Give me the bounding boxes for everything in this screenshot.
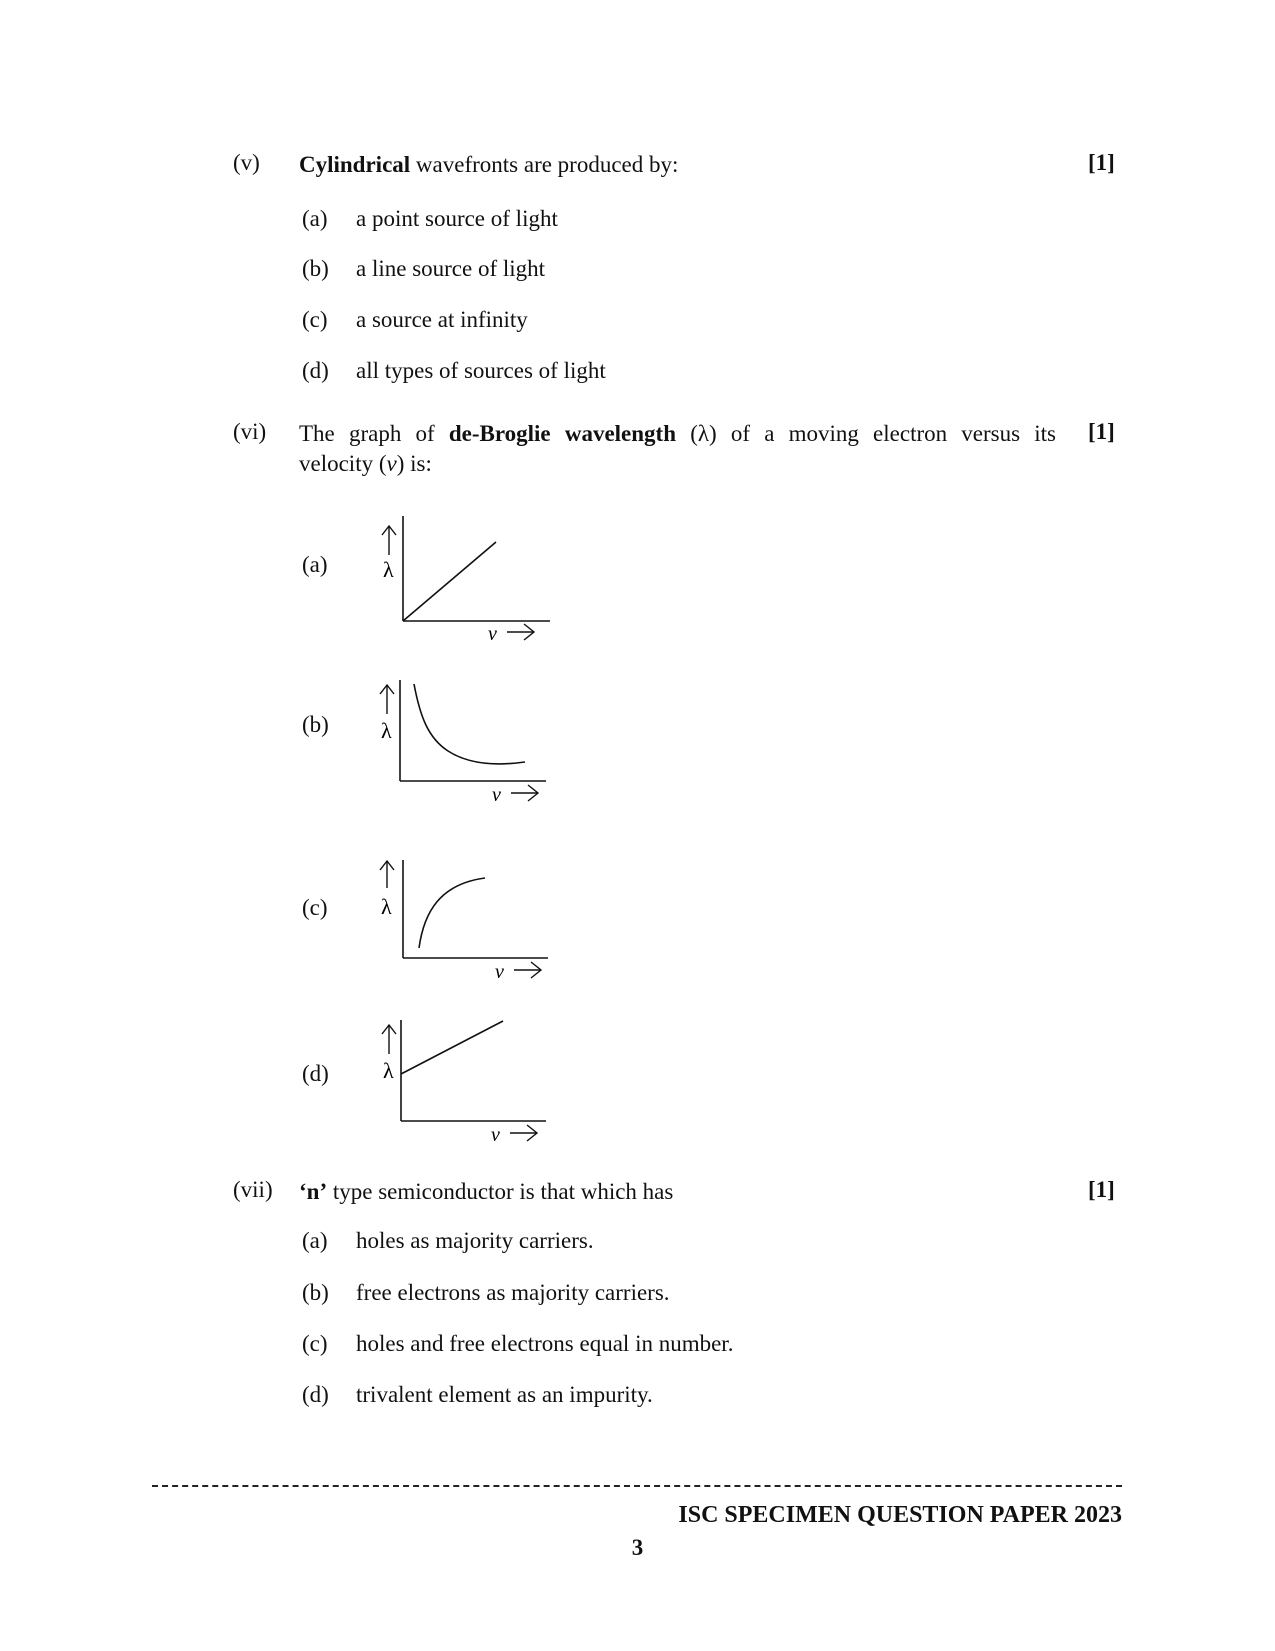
graph-option-a (370, 510, 555, 650)
x-axis-label: v (492, 784, 501, 806)
question-text-pre: The graph of (299, 421, 449, 446)
question-text-bold: de-Broglie wavelength (448, 421, 676, 446)
question-text-rest: wavefronts are produced by: (410, 152, 679, 177)
option-text: a point source of light (356, 206, 558, 231)
option-letter: (a) (302, 206, 328, 231)
option-letter: (a) (302, 1228, 328, 1253)
option-text: trivalent element as an impurity. (356, 1382, 653, 1407)
option-text: free electrons as majority carriers. (356, 1280, 670, 1305)
graph-option-c (370, 852, 555, 992)
option-letter: (b) (302, 256, 329, 281)
question-text-bold: Cylindrical (299, 152, 411, 177)
question-number: (v) (233, 150, 260, 175)
question-text-pre: velocity ( (299, 451, 387, 476)
question-text-post: (λ) of a moving electron versus its (676, 421, 1056, 446)
option-letter: (c) (302, 307, 328, 332)
marks-label: [1] (1088, 150, 1115, 175)
marks-label: [1] (1088, 419, 1115, 444)
option-text: a line source of light (356, 256, 546, 281)
question-text-rest: type semiconductor is that which has (327, 1179, 674, 1204)
x-axis-label: v (491, 1124, 500, 1146)
question-text-bold: ‘n’ (299, 1179, 328, 1204)
graph-curve (414, 684, 525, 764)
page-number: 3 (631, 1535, 644, 1560)
question-text-italic: v (386, 451, 397, 476)
y-axis-label: λ (381, 718, 392, 743)
question-text-line2 (299, 449, 432, 478)
option-letter: (c) (302, 895, 328, 920)
option-text: a source at infinity (356, 307, 528, 332)
question-text-post: ) is: (396, 451, 432, 476)
question-text (299, 150, 678, 179)
graph-option-d (370, 1016, 555, 1156)
option-text: holes and free electrons equal in number. (356, 1331, 734, 1356)
question-text-line1 (299, 419, 1056, 448)
graph-curve (401, 1021, 503, 1074)
option-text: all types of sources of light (356, 358, 606, 383)
y-axis-label: λ (383, 557, 394, 582)
question-text (299, 1177, 673, 1206)
option-letter: (d) (302, 358, 329, 383)
option-letter: (d) (302, 1382, 329, 1407)
option-letter: (b) (302, 1280, 329, 1305)
marks-label: [1] (1088, 1177, 1115, 1202)
y-axis-label: λ (383, 1058, 394, 1083)
graph-curve (403, 542, 496, 621)
question-number: (vi) (233, 419, 267, 444)
option-letter: (d) (302, 1061, 329, 1086)
graph-curve (419, 878, 485, 948)
option-text: holes as majority carriers. (356, 1228, 594, 1253)
option-letter: (b) (302, 712, 329, 737)
footer-title: ISC SPECIMEN QUESTION PAPER 2023 (678, 1502, 1122, 1528)
y-axis-label: λ (381, 894, 392, 919)
graph-option-b (370, 676, 555, 816)
footer-divider (152, 1485, 1122, 1487)
x-axis-label: v (495, 961, 504, 983)
option-letter: (a) (302, 552, 328, 577)
x-axis-label: v (488, 623, 497, 645)
option-letter: (c) (302, 1331, 328, 1356)
question-number: (vii) (233, 1177, 273, 1202)
